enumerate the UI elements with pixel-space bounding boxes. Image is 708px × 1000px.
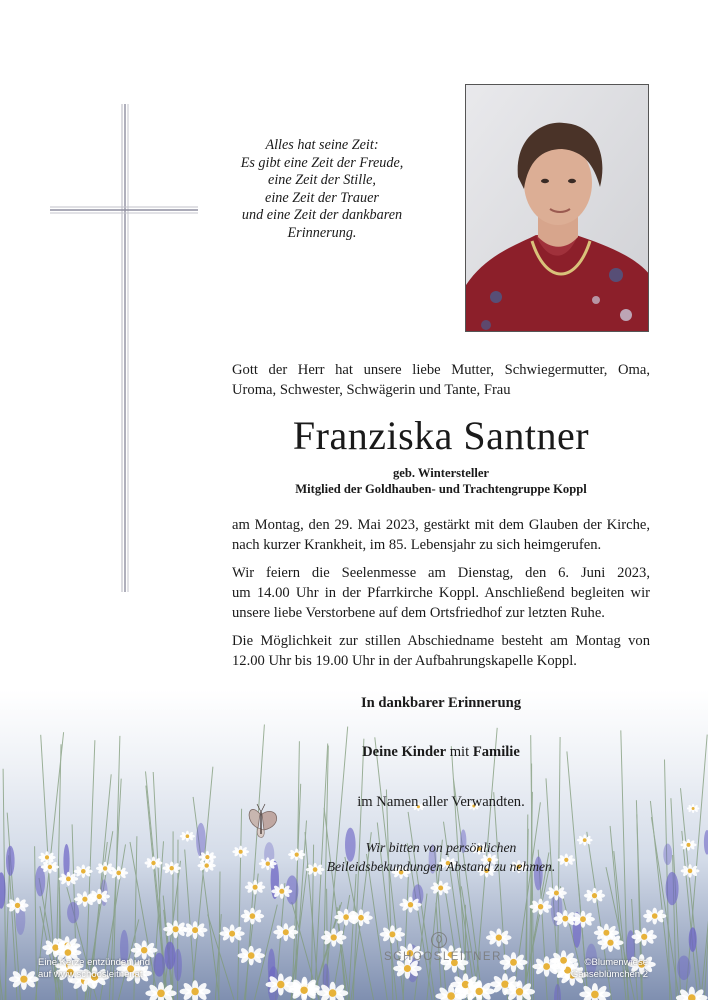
maiden-name: geb. Wintersteller [392, 466, 490, 480]
credit-line: ©Blumenwiese [584, 957, 648, 968]
memorial-quote [228, 137, 416, 243]
daisy-flower [643, 908, 666, 925]
lavender-flower [6, 846, 15, 876]
daisy-flower [163, 920, 188, 938]
closing-family [232, 744, 650, 761]
daisy-flower [499, 952, 527, 972]
daisy-flower [163, 862, 182, 875]
daisy-flower [38, 851, 55, 864]
daisy-flower [6, 897, 28, 913]
daisy-flower [144, 857, 162, 870]
body-line: 12.00 Uhr bis 19.00 Uhr in der Aufbahrungskapelle Koppl. [232, 653, 577, 669]
quote-line: eine Zeit der Trauer [265, 189, 379, 206]
lavender-flower [67, 902, 79, 923]
daisy-flower [180, 831, 195, 842]
daisy-flower [334, 909, 358, 926]
lavender-flower [196, 823, 206, 857]
logo-text: SCHOOSLEITNER [384, 951, 502, 963]
body-line: Die Möglichkeit zur stillen Abschiedname besteht am Montag von [232, 633, 650, 649]
membership: Mitglied der Goldhauben- und Trachtengruppe Koppl [295, 482, 587, 496]
daisy-flower [9, 968, 39, 990]
request-line: Beileidsbekundungen Abstand zu nehmen. [326, 859, 556, 874]
quote-line: Erinnerung. [287, 224, 357, 241]
paragraph-viewing [232, 631, 650, 671]
portrait-photo [465, 84, 649, 332]
announcement-body [232, 515, 650, 679]
daisy-flower [529, 899, 551, 915]
daisy-flower [571, 911, 595, 928]
cross-icon [0, 0, 210, 620]
daisy-flower [245, 880, 266, 895]
daisy-flower [321, 928, 347, 946]
intro-text [232, 360, 650, 400]
lavender-flower [677, 956, 690, 981]
daisy-flower [584, 888, 605, 903]
intro-line: Uroma, Schwester, Schwägerin und Tante, Frau [232, 382, 511, 398]
daisy-flower [109, 866, 128, 880]
condolence-request [232, 838, 650, 876]
daisy-flower [74, 865, 93, 879]
daisy-flower [546, 885, 567, 900]
candle-link-line: Eine Kerze entzünden und [38, 957, 150, 968]
deceased-name: Franziska Santner [292, 413, 590, 458]
paragraph-death [232, 515, 650, 555]
rose-icon [430, 931, 448, 949]
with-label: mit [446, 744, 473, 760]
deceased-details [232, 465, 650, 497]
daisy-flower [273, 923, 298, 941]
quote-line: und eine Zeit der dankbaren [241, 207, 403, 224]
request-line: Wir bitten von persönlichen [365, 840, 517, 855]
closing-remembrance: In dankbarer Erinnerung [360, 695, 522, 711]
daisy-flower [532, 956, 560, 977]
daisy-flower [89, 889, 111, 905]
lavender-flower [666, 872, 679, 905]
image-credit [571, 957, 648, 981]
candle-link[interactable] [38, 957, 150, 981]
daisy-flower [220, 924, 245, 942]
daisy-flower [198, 859, 216, 872]
daisy-flower [632, 928, 657, 946]
lavender-flower [663, 844, 672, 866]
lavender-flower [153, 953, 165, 977]
daisy-flower [430, 881, 451, 896]
family-label: Familie [472, 744, 520, 760]
body-line: am Montag, den 29. Mai 2023, gestärkt mit dem Glauben der Kirche, [232, 517, 650, 533]
daisy-flower [271, 884, 292, 899]
body-line: unsere liebe Verstorbene auf dem Ortsfriedhof zur letzten Ruhe. [232, 605, 605, 621]
daisy-flower [687, 804, 699, 813]
lavender-flower [164, 942, 175, 970]
body-line: nach kurzer Krankheit, im 85. Lebensjahr zu sich heimgerufen. [232, 537, 602, 553]
paragraph-funeral [232, 563, 650, 623]
daisy-flower [241, 908, 264, 925]
body-line: Wir feiern die Seelenmesse am Dienstag, den 6. Juni 2023, [232, 565, 650, 581]
quote-line: Es gibt eine Zeit der Freude, [240, 154, 404, 171]
daisy-flower [59, 872, 79, 886]
daisy-flower [681, 864, 700, 878]
credit-line: Gänseblümchen 2 [570, 969, 648, 980]
daisy-flower [238, 946, 265, 966]
children-label: Deine Kinder [362, 744, 447, 760]
quote-line: Alles hat seine Zeit: [265, 137, 379, 153]
daisy-flower [399, 897, 421, 913]
body-line: um 14.00 Uhr in der Pfarrkirche Koppl. Anschließend begleiten wir [232, 585, 650, 601]
funeral-home-logo [384, 931, 502, 963]
candle-link-url: auf www.schoosleitner.at [38, 969, 143, 980]
intro-line: Gott der Herr hat unsere liebe Mutter, Schwiegermutter, Oma, [232, 362, 650, 378]
lavender-flower [689, 927, 697, 952]
daisy-flower [680, 839, 696, 851]
daisy-flower [594, 924, 619, 942]
daisy-flower [41, 860, 59, 873]
closing-relatives: im Namen aller Verwandten. [357, 794, 525, 810]
quote-line: eine Zeit der Stille, [268, 172, 376, 189]
